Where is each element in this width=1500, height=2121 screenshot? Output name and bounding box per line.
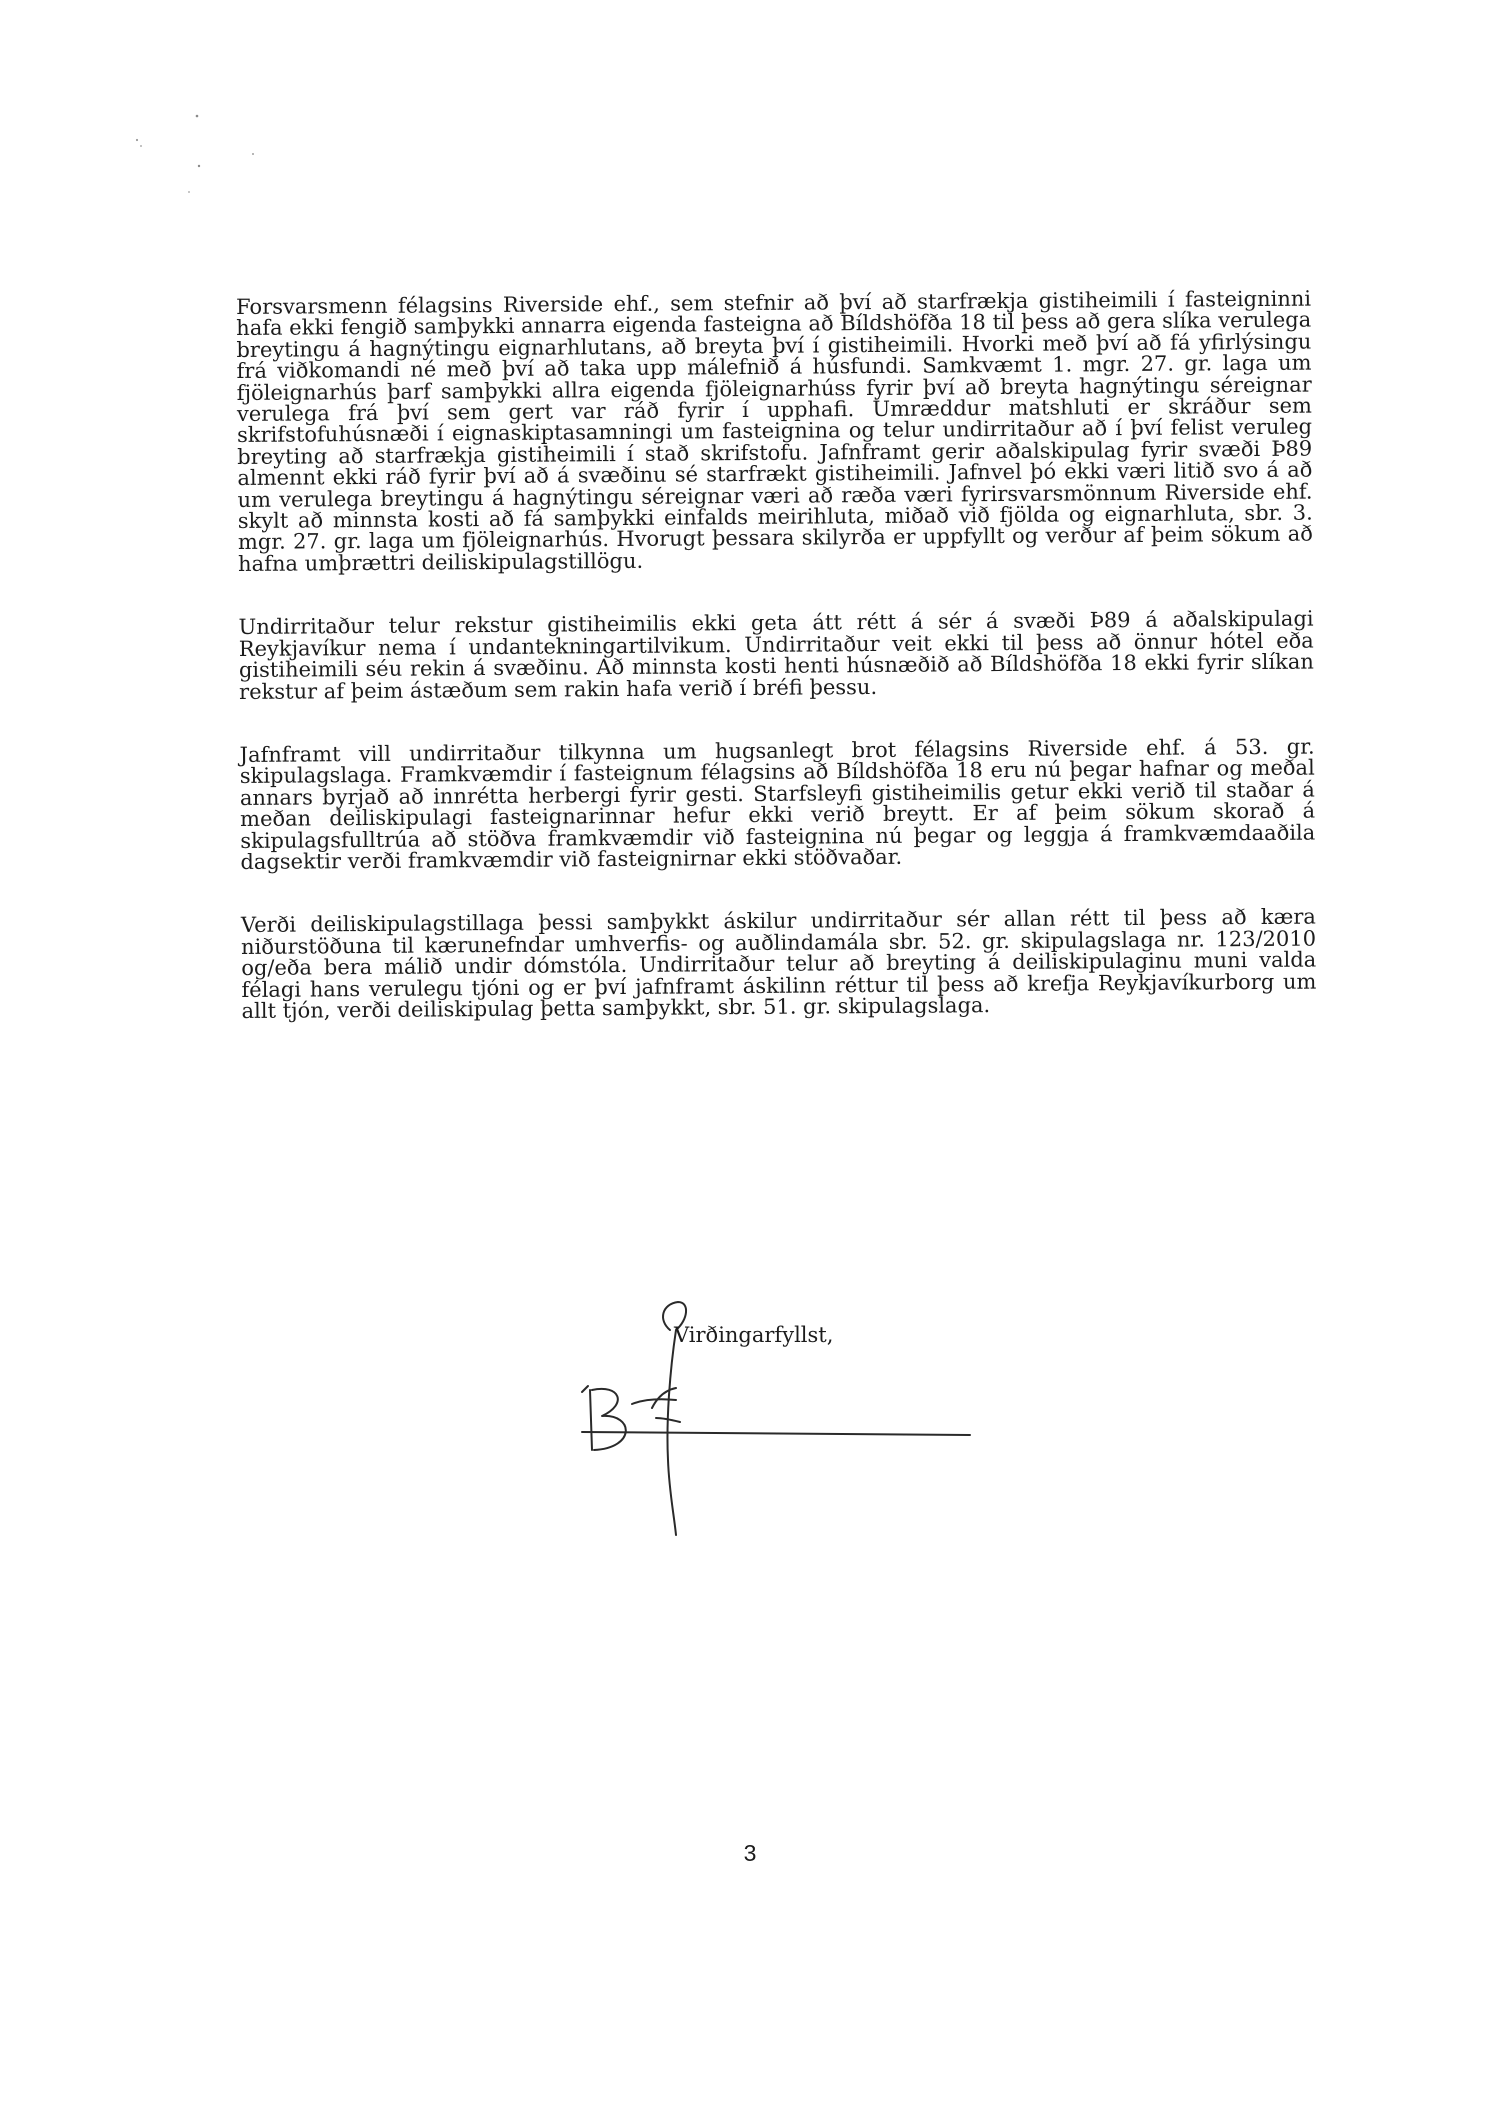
letter-body [235, 286, 1317, 1065]
paragraph-2: Undirritaður telur rekstur gistiheimilis ekki geta átt rétt á sér á svæði Þ89 á aðalskipulagi Reykjavíkur nema í undantekningartilvikum. Undirritaður veit ekki til þess að önnur hótel eða gistiheimili séu rekin á svæðinu. Að minnsta kosti henti húsnæðið að Bíldshöfða 18 ekki fyrir slíkan rekstur af þeim ástæðum sem rakin hafa verið í bréfi þessu. [238, 606, 1314, 704]
paragraph-4: Verði deiliskipulagstillaga þessi samþykkt áskilur undirritaður sér allan rétt til þess að kæra niðurstöðuna til kærunefndar umhverfis- og auðlindamála sbr. 52. gr. skipulagslaga nr. 123/2010 og/eða bera málið undir dómstóla. Undirritaður telur að breyting á deiliskipulaginu muni valda félagi hans verulegu tjóni og er því jafnframt áskilinn réttur til þess að krefja Reykjavíkurborg um allt tjón, verði deiliskipulag þetta samþykkt, sbr. 51. gr. skipulagslaga. [240, 904, 1317, 1023]
paragraph-1: Forsvarsmenn félagsins Riverside ehf., sem stefnir að því að starfrækja gistiheimili í fasteigninni hafa ekki fengið samþykki annarra eigenda fasteigna að Bíldshöfða 18 til þess að gera slíka verulega breytingu á hagnýtingu eignarhlutans, að breyta því í gistiheimili. Hvorki með því að fá yfirlýsingu frá viðkomandi né með því að taka upp málefnið á húsfundi. Samkvæmt 1. mgr. 27. gr. laga um fjöleignarhús þarf samþykki allra eigenda fjöleignarhúss fyrir því að breyta hagnýtingu séreignar verulega frá því sem gert var ráð fyrir í upphafi. Umræddur matshluti er skráður sem skrifstofuhúsnæði í eignaskiptasamningi um fasteignina og telur undirritaður að í því felist veruleg breyting að starfrækja gistiheimili í stað skrifstofu. Jafnframt gerir aðalskipulag fyrir svæði Þ89 almennt ekki ráð fyrir því að á svæðinu sé starfrækt gistiheimili. Jafnvel þó ekki væri litið svo á að um verulega breytingu á hagnýtingu séreignar væri að ræða væri fyrirsvarsmönnum Riverside ehf. skylt að minnsta kosti að fá samþykki einfalds meirihluta, miðað við fjölda og eignarhluta, sbr. 3. mgr. 27. gr. laga um fjöleignarhús. Hvorugt þessara skilyrða er uppfyllt og verður af þeim sökum að hafna umþrættri deiliskipulagstillögu. [235, 286, 1313, 576]
scan-speck-marks [125, 110, 265, 200]
paragraph-3: Jafnframt vill undirritaður tilkynna um hugsanlegt brot félagsins Riverside ehf. á 53. gr. skipulagslaga. Framkvæmdir í fasteignum félagsins að Bíldshöfða 18 eru nú þegar hafnar og meðal annars byrjað að innrétta herbergi fyrir gesti. Starfsleyfi gistiheimilis getur ekki verið til staðar á meðan deiliskipulagi fasteignarinnar hefur ekki verið breytt. Er af þeim sökum skorað á skipulagsfulltrúa að stöðva framkvæmdir við fasteignina nú þegar og leggja á framkvæmdaaðila dagsektir verði framkvæmdir við fasteignirnar ekki stöðvaðar. [239, 734, 1316, 874]
page-number: 3 [743, 1840, 757, 1866]
closing-salutation: Virðingarfyllst, [674, 1323, 834, 1347]
